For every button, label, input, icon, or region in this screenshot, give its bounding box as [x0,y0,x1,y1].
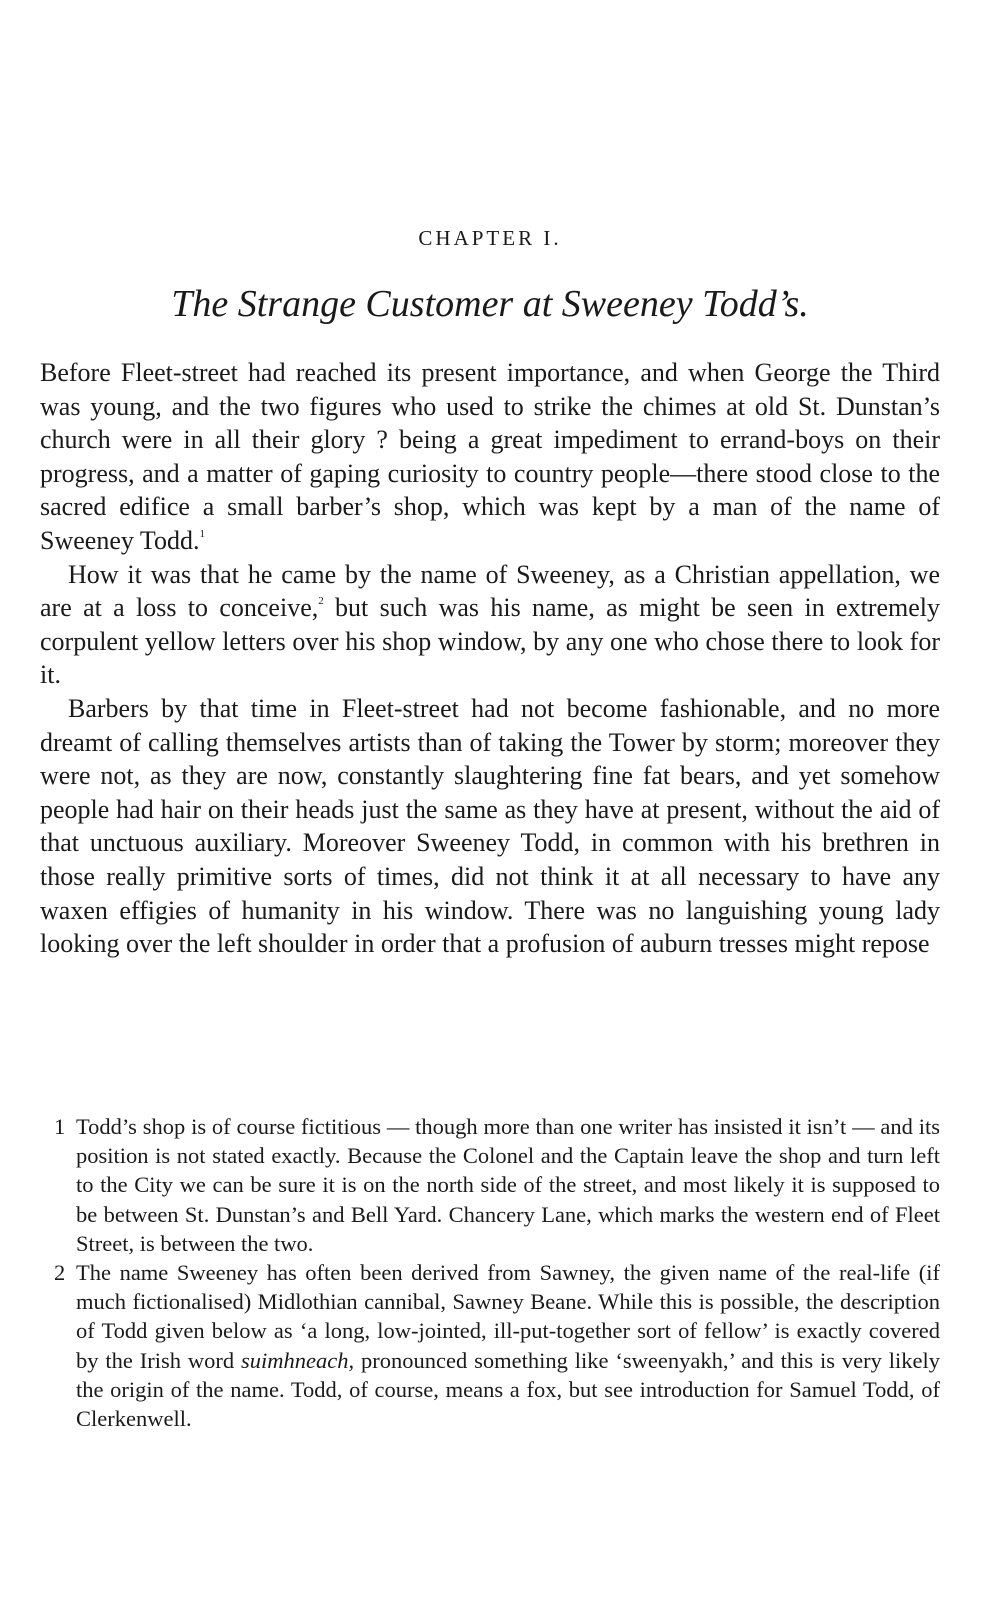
footnote-text: The name Sweeney has often been derived from Sawney, the given name of the real-life (if much fictionalised) Midlothian cannibal, Sawney Beane. While this is possible, the description of Todd given below as ‘a long, low-jointed, ill-put-together sort of fellow’ is exactly covered by the Irish word [76,1260,940,1373]
footnote-number: 2 [54,1260,66,1286]
footnote [54,1112,940,1258]
footnote-text: pronounced something like ‘sweenyakh,’ and this is very likely the origin of the name. Todd, of course, means a fox, but see introduction for Samuel Todd, of Clerkenwell. [76,1347,940,1432]
paragraph [40,692,940,961]
paragraph [40,356,940,558]
book-page [40,0,940,1616]
footnote-italic-word: suimhneach, [241,1347,355,1373]
paragraph-text: Barbers by that time in Fleet-street had not become fashionable, and no more dreamt of calling themselves artists than of taking the Tower by storm; moreover they were not, as they are now, constantly slaughtering fine fat bears, and yet somehow people had hair on their heads just the same as they have at present, without the aid of that unctuous auxiliary. Moreover Sweeney Todd, in common with his brethren in those really primitive sorts of times, did not think it at all necessary to have any waxen effigies of humanity in his window. There was no languishing young lady looking over the left shoulder in order that a profusion of auburn tresses might repose [40,693,940,959]
paragraph [40,558,940,692]
footnote [54,1258,940,1433]
chapter-number: CHAPTER I. [418,226,562,250]
footnote-ref: 1 [199,527,205,540]
footnote-number: 1 [54,1114,66,1139]
footnotes [54,1112,940,1433]
footnote-ref: 2 [318,595,324,608]
paragraph-text: How it was that he came by the name of Sweeney, as a Christian appellation, we are at a loss to conceive, [40,559,940,623]
paragraph-text: Before Fleet-street had reached its present importance, and when George the Third was young, and the two figures who used to strike the chimes at old St. Dunstan’s church were in all their glory ? being a great impediment to errand-boys on their progress, and a matter of gaping curiosity to country people—there stood close to the sacred edifice a small barber’s shop, which was kept by a man of the name of Sweeney Todd. [40,358,940,555]
chapter-title: The Strange Customer at Sweeney Todd’s. [171,283,809,325]
paragraph-text: but such was his name, as might be seen in extremely corpulent yellow letters over his shop window, by any one who chose there to look for it. [40,593,941,690]
body-text [40,356,940,961]
footnote-text: Todd’s shop is of course fictitious — though more than one writer has insisted it isn’t — and its position is not stated exactly. Because the Colonel and the Captain leave the shop and turn left to the City we can be sure it is on the north side of the street, and most likely it is supposed to be between St. Dunstan’s and Bell Yard. Chancery Lane, which marks the western end of Fleet Street, is between the two. [76,1114,940,1256]
